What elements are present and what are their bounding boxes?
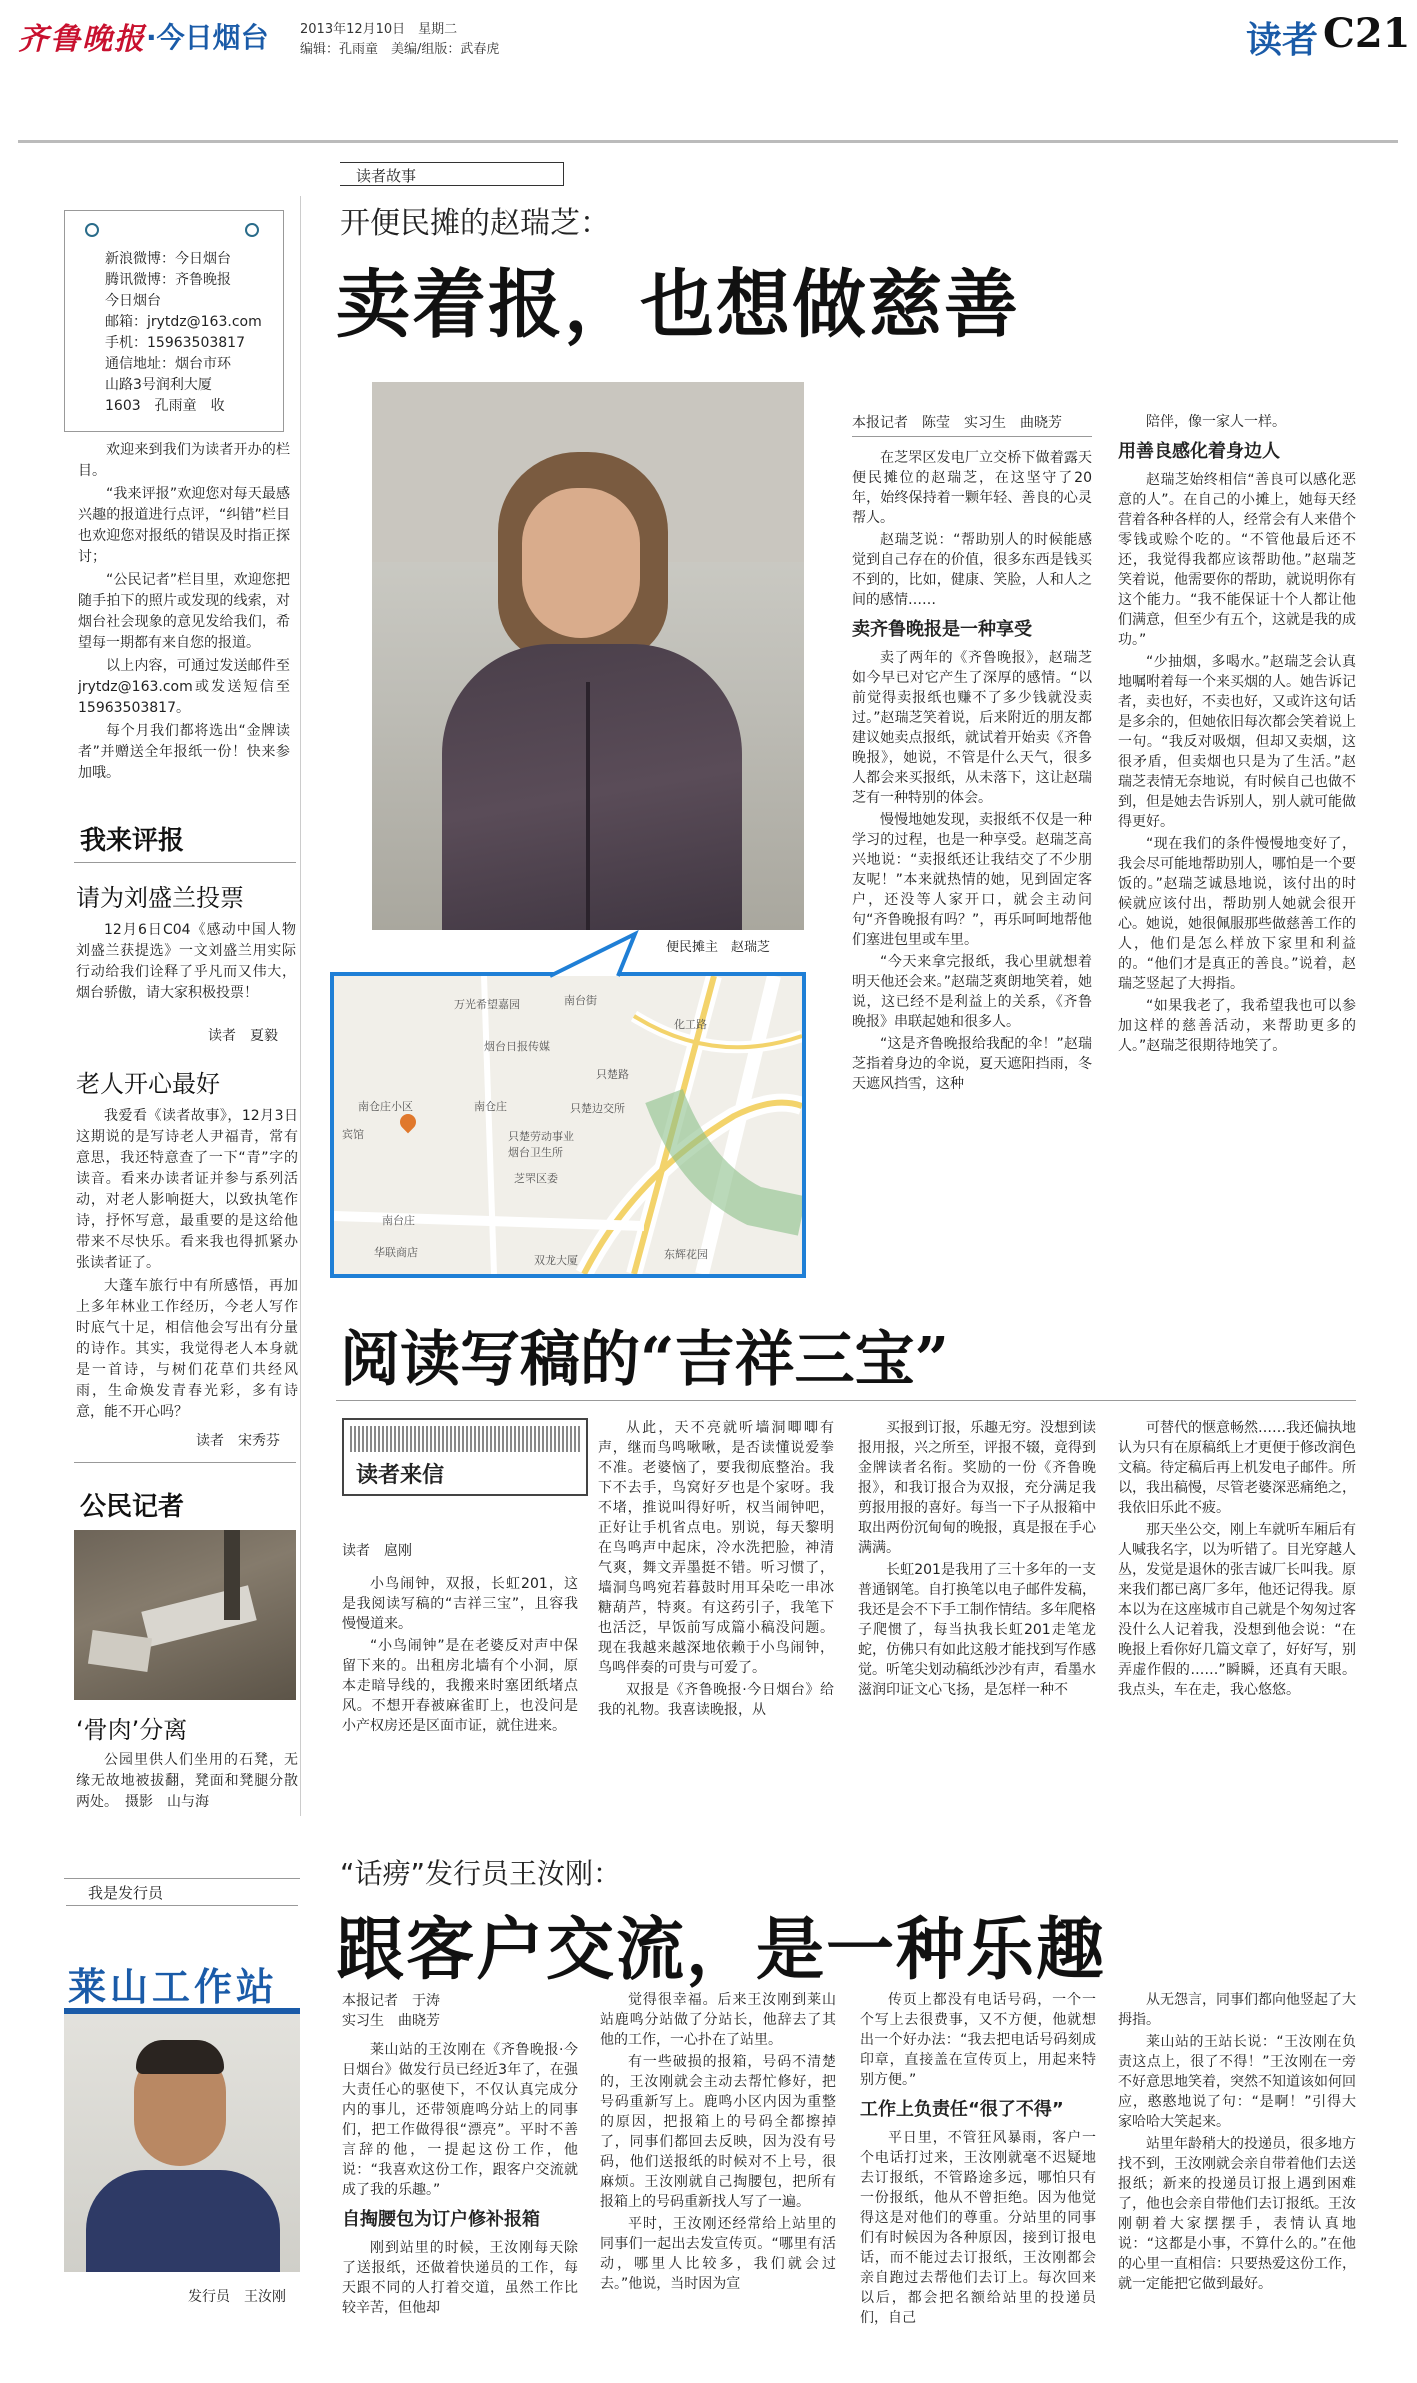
story3-col2: [600, 1990, 836, 2356]
article2-author: 读者 宋秀芬: [196, 1433, 280, 1449]
paragraph: 以上内容，可通过发送邮件至jrytdz@163.com或发送短信至15963503817。: [78, 658, 290, 716]
article2-title: 老人开心最好: [76, 1070, 220, 1098]
subheading: 工作上负责任“很了不得”: [860, 2099, 1064, 2120]
paragraph: 莱山站的王站长说：“王汝刚在负责这点上，很了不得！”王汝刚在一旁不好意思地笑着，突然不知道该如何回应，憨憨地说了句：“是啊！”引得大家哈哈大笑起来。: [1118, 2034, 1356, 2130]
contact-line: 今日烟台: [105, 293, 161, 309]
paragraph: 欢迎来到我们为读者开办的栏目。: [78, 442, 290, 479]
paragraph: “小鸟闹钟”是在老婆反对声中保留下来的。出租房北墙有个小洞，原本走暗导线的，我搬来时塞团纸堵点风。不想开春被麻雀盯上，也没问是小产权房还是区面市证，就住进来。: [342, 1638, 578, 1734]
citizen-heading: 公民记者: [80, 1492, 185, 1522]
issuer-caption: 发行员 王汝刚: [188, 2289, 286, 2305]
story3-byline-2: 实习生 曲晓芳: [342, 2013, 440, 2029]
map-label: 化工路: [674, 1018, 707, 1031]
paragraph: 从此，天不亮就听墙洞唧唧有声，继而鸟鸣啾啾，是否读懂说爱拳不准。老婆恼了，要我彻底整治。我下不去手，鸟窝好歹也是个家呀。我不堵，推说叫得好听，权当闹钟吧，正好让手机省点电。别说，每天黎明在鸟鸣声中起床，冷水洗把脸，神清气爽，舞文弄墨挺不错。听习惯了，墙洞鸟鸣宛若暮鼓时用耳朵吃一串冰糖葫芦，特爽。有这药引子，我笔下也活泛，早饭前写成篇小稿没问题。现在我越来越深地依赖于小鸟闹钟，鸟鸣伴奏的可贵与可爱了。: [598, 1420, 834, 1676]
pin-icon: [245, 223, 259, 237]
subheading: 用善良感化着身边人: [1118, 441, 1280, 462]
map-pointer: [540, 928, 700, 978]
map-label: 双龙大厦: [534, 1254, 578, 1267]
section-name: ·今日烟台: [146, 21, 269, 54]
story3-col1: [342, 2040, 578, 2356]
sidebar-intro: [78, 440, 290, 800]
story2-col2: [598, 1418, 834, 1830]
paragraph: 慢慢地她发现，卖报纸不仅是一种学习的过程，也是一种享受。赵瑞芝高兴地说：“卖报纸还让我结交了不少朋友呢！”本来就热情的她，见到固定客户，还没等人家开口，就会主动问句“齐鲁晚报有吗？”，再乐呵呵地帮他们塞进包里或车里。: [852, 812, 1092, 948]
letters-tag-stripe: [350, 1426, 580, 1452]
map-label: 华联商店: [374, 1246, 418, 1259]
paragraph: 有一些破损的报箱，号码不清楚的，王汝刚就会主动去帮忙修好，把号码重新写上。鹿鸣小区内因为重整的原因，把报箱上的号码全都擦掉了，同事们都回去反映，因为没有号码，他们送报纸的时候对不上号，很麻烦。王汝刚就自己掏腰包，把所有报箱上的号码重新找人写了一遍。: [600, 2054, 836, 2210]
map-label: 南台街: [564, 994, 597, 1007]
paragraph: “这是齐鲁晚报给我配的伞！”赵瑞芝指着身边的伞说，夏天遮阳挡雨，冬天遮风挡雪，这种: [852, 1036, 1092, 1092]
sidebar-frame-right: [300, 196, 301, 1816]
paragraph: 赵瑞芝说：“帮助别人的时候能感觉到自己存在的价值，很多东西是钱买不到的，比如，健康、笑脸，人和人之间的感情……: [852, 532, 1092, 608]
masthead: [18, 10, 1411, 61]
paragraph: 从无怨言，同事们都向他竖起了大拇指。: [1118, 1992, 1356, 2028]
story1-byline: 本报记者 陈莹 实习生 曲晓芳: [852, 415, 1062, 431]
paragraph: 在芝罘区发电厂立交桥下做着露天便民摊位的赵瑞芝，在这坚守了20年，始终保持着一颗年轻、善良的心灵帮人。: [852, 450, 1092, 526]
story2-byline: 读者 扈刚: [342, 1543, 412, 1559]
issuer-tag: [66, 1880, 298, 1906]
issuer-tag-label: 我是发行员: [88, 1884, 164, 1902]
paragraph: 站里年龄稍大的投递员，很多地方找不到，王汝刚就会亲自带着他们去送报纸；新来的投递员订报上遇到困难了，他也会亲自带他们去订报纸。王汝刚朝着大家摆摆手，表情认真地说：“这都是小事，不算什么的。”在他的心里一直相信：只要热爱这份工作，就一定能把它做到最好。: [1118, 2136, 1356, 2292]
story2-col4: [1118, 1418, 1356, 1830]
editor-credits: 编辑：孔雨童 美编/组版：武春虎: [300, 42, 500, 57]
article1-text: 12月6日C04《感动中国人物刘盛兰获提选》一文刘盛兰用实际行动给我们诠释了乎凡而又伟大，烟台骄傲，请大家积极投票！: [76, 922, 296, 1001]
photo-caption: 便民摊主 赵瑞芝: [666, 940, 771, 955]
person-face: [522, 488, 640, 638]
subheading: 卖齐鲁晚报是一种享受: [852, 619, 1032, 640]
paragraph: 觉得很幸福。后来王汝刚到莱山站鹿鸣分站做了分站长，他辞去了其他的工作，一心扑在了站里。: [600, 1992, 836, 2048]
portrait-photo: [372, 382, 804, 930]
map-label: 只楚边交所: [570, 1102, 625, 1115]
location-map[interactable]: [330, 972, 806, 1278]
story3-col3: [860, 1990, 1096, 2356]
paragraph: “如果我老了，我希望我也可以参加这样的慈善活动，来帮助更多的人。”赵瑞芝很期待地笑了。: [1118, 998, 1356, 1054]
brand-logo: 齐鲁晚报: [18, 22, 146, 57]
story2-col3: [858, 1418, 1096, 1830]
story3-headline: 跟客户交流，是一种乐趣: [336, 1910, 1107, 1990]
paragraph: 长虹201是我用了三十多年的一支普通钢笔。自打换笔以电子邮件发稿，我还是会不下手工制作情结。多年爬格子爬惯了，每当执我长虹201走笔龙蛇，仿佛只有如此这般才能找到写作感觉。听笔尖划动稿纸沙沙有声，看墨水滋润印证文心飞扬，是怎样一种不: [858, 1562, 1096, 1698]
page-number: C21: [1323, 10, 1411, 57]
article1-body: [76, 920, 296, 1010]
contact-box: [64, 210, 284, 432]
map-label: 东辉花园: [664, 1248, 708, 1261]
section-tag-label: 读者故事: [356, 167, 417, 185]
story1-col2: [1118, 412, 1356, 1298]
coat-zipper: [586, 682, 590, 930]
pin-icon: [85, 223, 99, 237]
paragraph: 每个月我们都将选出“金牌读者”并赠送全年报纸一份！快来参加哦。: [78, 723, 290, 781]
map-label: 宾馆: [342, 1128, 364, 1141]
section-tag: [340, 162, 564, 186]
paragraph: 那天坐公交，刚上车就听车厢后有人喊我名字，以为听错了。目光穿越人丛，发觉是退休的张吉诚厂长叫我。原来我们都已离厂多年，他还记得我。原本以为在这座城市自己就是个匆匆过客没什么人记着我，没想到他会说：“在晚报上看你好几篇文章了，好好写，别弄虚作假的……”瞬瞬，还真有天眼。我点头，车在走，我心悠悠。: [1118, 1522, 1356, 1698]
paragraph: 刚到站里的时候，王汝刚每天除了送报纸，还做着快递员的工作，每天跟不同的人打着交道，虽然工作比较辛苦，但他却: [342, 2240, 578, 2316]
paragraph: 陪伴，像一家人一样。: [1146, 414, 1286, 430]
paragraph: 双报是《齐鲁晚报·今日烟台》给我的礼物。我喜读晚报，从: [598, 1682, 834, 1718]
divider: [74, 862, 296, 863]
paragraph: “现在我们的条件慢慢地变好了，我会尽可能地帮助别人，哪怕是一个要饭的。”赵瑞芝诚恳地说，该付出的时候就应该付出，帮助别人她就会很开心。她说，她很佩服那些做慈善工作的人，他们是怎么样放下家里和利益的。“他们才是真正的善良。”说着，赵瑞芝竖起了大拇指。: [1118, 836, 1356, 992]
divider: [74, 1462, 296, 1463]
page-label: 读者: [1246, 20, 1319, 61]
contact-line: 邮箱：jrytdz@163.com: [105, 314, 262, 330]
paragraph: 小鸟闹钟，双报，长虹201，这是我阅读写稿的“吉祥三宝”，且容我慢慢道来。: [342, 1576, 578, 1632]
story1-col1: [852, 448, 1092, 1298]
contact-line: 腾讯微博：齐鲁晚报: [105, 272, 231, 288]
citizen-credit: 摄影 山与海: [125, 1794, 209, 1810]
map-label: 南仓庄: [474, 1100, 507, 1113]
map-label: 南台庄: [382, 1214, 415, 1227]
stone-bench-leg: [88, 1630, 152, 1672]
letters-tag: [342, 1418, 588, 1496]
tree-trunk: [224, 1530, 240, 1620]
story1-kicker: 开便民摊的赵瑞芝：: [340, 206, 610, 241]
contact-line: 1603 孔雨童 收: [105, 398, 225, 414]
paragraph: 平时，王汝刚还经常给上站里的同事们一起出去发宣传页。“哪里有活动，哪里人比较多，我们就会过去。”他说，当时因为宣: [600, 2216, 836, 2292]
byline-rule: [852, 436, 1092, 437]
sidebar-divider: [64, 1878, 300, 1879]
map-label: 芝罘区委: [514, 1172, 558, 1185]
issue-date: 2013年12月10日 星期二: [300, 22, 458, 37]
story2-col1: [342, 1574, 578, 1830]
paragraph: 买报到订报，乐趣无穷。没想到读报用报，兴之所至，评报不辍，竟得到金牌读者名衔。奖励的一份《齐鲁晚报》，和我订报合为双报，充分满足我剪报用报的喜好。每当一下子从报箱中取出两份沉甸甸的晚报，真是报在手心满满。: [858, 1420, 1096, 1556]
paragraph: 大蓬车旅行中有所感悟，再加上多年林业工作经历，今老人写作时底气十足，相信他会写出有分量的诗作。其实，我觉得老人本身就是一首诗，与树们花草们共经风雨，生命焕发青春光彩，多有诗意，能不开心吗？: [76, 1278, 298, 1420]
story2-rule: [336, 1400, 1356, 1401]
paragraph: “少抽烟，多喝水。”赵瑞芝会认真地嘱咐着每一个来买烟的人。她告诉记者，卖也好，不卖也好，又或许这句话是多余的，但她依旧每次都会笑着说上一句。“我反对吸烟，但却又卖烟，这很矛盾，但卖烟也只是为了生活。”赵瑞芝表情无奈地说，有时候自己也做不到，但是她去告诉别人，别人就可能做得更好。: [1118, 654, 1356, 830]
issuer-jacket: [86, 2170, 280, 2272]
map-label: 南仓庄小区: [358, 1100, 413, 1113]
map-label: 只楚劳动事业: [508, 1130, 574, 1143]
citizen-text: 公园里供人们坐用的石凳，无缘无故地被拔翻，凳面和凳腿分散两处。: [76, 1752, 298, 1810]
story1-headline: 卖着报，也想做慈善: [336, 262, 1020, 348]
story2-headline: 阅读写稿的“吉祥三宝”: [340, 1325, 950, 1395]
paragraph: 平日里，不管狂风暴雨，客户一个电话打过来，王汝刚就毫不迟疑地去订报纸，不管路途多远，哪怕只有一份报纸，他从不曾拒绝。因为他觉得这是对他们的尊重。分站里的同事们有时候因为各种原因，接到订报电话，而不能过去订报纸，王汝刚都会亲自跑过去帮他们去订上。每次回来以后，都会把名额给站里的投递员们，自己: [860, 2130, 1096, 2326]
paragraph: 卖了两年的《齐鲁晚报》，赵瑞芝如今早已对它产生了深厚的感情。“以前觉得卖报纸也赚不了多少钱就没卖过。”赵瑞芝笑着说，后来附近的朋友都建议她卖点报纸，就试着开始卖《齐鲁晚报》，她说，不管是什么天气，很多人都会来买报纸，从未落下，这让赵瑞芝有一种特别的体会。: [852, 650, 1092, 806]
issuer-photo: [64, 1952, 300, 2272]
story3-byline-1: 本报记者 于涛: [342, 1993, 440, 2009]
article2-body: [76, 1106, 298, 1426]
contact-line: 新浪微博：今日烟台: [105, 251, 231, 267]
contact-line: 山路3号润利大厦: [105, 377, 212, 393]
citizen-photo-title: ‘骨肉’分离: [76, 1716, 188, 1744]
contact-lines: [105, 249, 275, 417]
letters-tag-label: 读者来信: [356, 1463, 445, 1488]
map-label: 烟台卫生所: [508, 1146, 563, 1159]
paragraph: “今天来拿完报纸，我心里就想着明天他还会来。”赵瑞芝爽朗地笑着，她说，这已经不是利益上的关系，《齐鲁晚报》串联起她和很多人。: [852, 954, 1092, 1030]
citizen-photo: [74, 1530, 296, 1700]
review-heading: 我来评报: [80, 826, 185, 856]
paragraph: 传页上都没有电话号码，一个一个写上去很费事，又不方便，他就想出一个好办法：“我去把电话号码刻成印章，直接盖在宣传页上，用起来特别方便。”: [860, 1992, 1096, 2088]
paragraph: “我来评报”欢迎您对每天最感兴趣的报道进行点评，“纠错”栏目也欢迎您对报纸的错误及时指正探讨；: [78, 486, 290, 565]
contact-line: 手机：15963503817: [105, 335, 245, 351]
paragraph: 赵瑞芝始终相信“善良可以感化恶意的人”。在自己的小摊上，她每天经营着各种各样的人，经常会有人来借个零钱或赊个吃的。“不管他最后还不还，我觉得我都应该帮助他。”赵瑞芝笑着说，他需要你的帮助，就说明你有这个能力。“我不能保证十个人都让他们满意，但至少有五个，这就是我的成功。”: [1118, 472, 1356, 648]
workstation-sign-text: 莱山工作站: [68, 1965, 279, 2009]
citizen-body: [76, 1750, 298, 1822]
paragraph: “公民记者”栏目里，欢迎您把随手拍下的照片或发现的线索，对烟台社会现象的意见发给我们，希望每一期都有来自您的报道。: [78, 572, 290, 651]
subheading: 自掏腰包为订户修补报箱: [342, 2209, 540, 2230]
map-label: 只楚路: [596, 1068, 629, 1081]
story3-kicker: “话痨”发行员王汝刚：: [340, 1857, 622, 1890]
paragraph: 我爱看《读者故事》，12月3日这期说的是写诗老人尹福青，常有意思，我还特意查了一下“青”字的读音。看来办读者证并参与系列活动，对老人影响挺大，以致执笔作诗，抒怀写意，最重要的是这给他带来不尽快乐。看来我也得抓紧办张读者证了。: [76, 1108, 298, 1271]
workstation-sign: [64, 1952, 300, 2014]
map-label: 烟台日报传媒: [484, 1040, 550, 1053]
article1-title: 请为刘盛兰投票: [76, 884, 244, 912]
header-rule: [18, 140, 1398, 143]
paragraph: 莱山站的王汝刚在《齐鲁晚报·今日烟台》做发行员已经近3年了，在强大责任心的驱使下，不仅认真完成分内的事儿，还带领鹿鸣分站上的同事们，把工作做得很“漂亮”。平时不善言辞的他，一提起这份工作，他说：“我喜欢这份工作，跟客户交流就成了我的乐趣。”: [342, 2042, 578, 2198]
person-coat: [442, 644, 742, 930]
story3-col4: [1118, 1990, 1356, 2356]
issuer-hair: [136, 2040, 224, 2074]
contact-line: 通信地址：烟台市环: [105, 356, 231, 372]
paragraph: 可替代的惬意畅然……我还偏执地认为只有在原稿纸上才更便于修改润色文稿。待定稿后再上机发电子邮件。所以，我出稿慢，尽管老婆深恶痛绝之，我依旧乐此不疲。: [1118, 1420, 1356, 1516]
map-label: 万光希望嘉园: [454, 998, 520, 1011]
article1-author: 读者 夏毅: [208, 1028, 278, 1044]
